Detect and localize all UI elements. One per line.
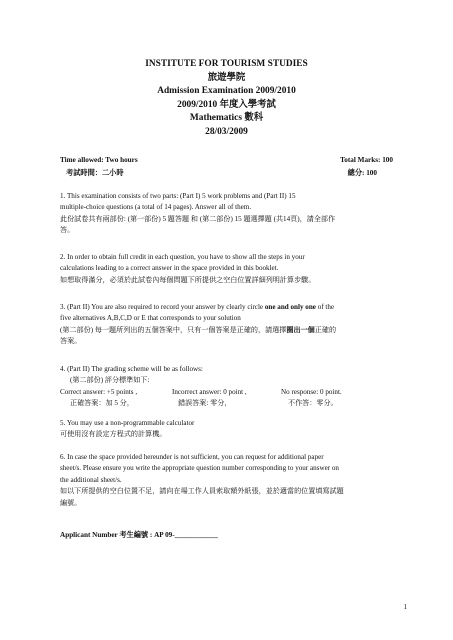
page-number: 1 (403, 603, 407, 611)
instruction-5-line: 可使用沒有設定方程式的計算機。 (60, 430, 167, 439)
total-marks: Total Marks: 100 (340, 156, 393, 164)
grading-incorrect: Incorrect answer: 0 point , (172, 387, 247, 396)
grading-correct: Correct answer: +5 points , (60, 387, 138, 396)
instruction-3-line: 答案。 (60, 337, 82, 346)
instruction-4-line: (第二部份) 評分標準如下: (70, 376, 150, 385)
exam-date: 28/03/2009 (205, 126, 248, 137)
emphasis-text: one and only one (264, 303, 316, 311)
instruction-3-line (60, 325, 408, 336)
text-run: 3. (Part II) You are also required to record your answer by clearly circle (60, 303, 265, 311)
instruction-1-line: 1. This examination consists of two parts: (Part I) 5 work problems and (Part II) 15 (60, 192, 296, 200)
instruction-6-line: 編號。 (60, 498, 82, 507)
exam-title: Admission Examination 2009/2010 (157, 86, 296, 97)
grading-incorrect-zh: 錯誤答案: 零分， (178, 399, 232, 408)
instruction-2-line: calculations leading to a correct answer in the space provided in this booklet. (60, 264, 279, 273)
text-run: of the (315, 303, 335, 311)
institute-title: INSTITUTE FOR TOURISM STUDIES (145, 59, 308, 69)
institute-title-zh: 旅遊學院 (207, 72, 246, 83)
instruction-1-line: 此份試卷共有兩部份: (第一部份) 5 題答題 和 (第二部份) 15 題選擇題 (共14頁)，請全部作 (60, 214, 336, 223)
exam-title-zh: 2009/2010 年度入學考試 (177, 99, 276, 110)
total-marks-zh: 總分: 100 (347, 169, 377, 177)
instruction-2-line: 如想取得滿分，必須於此試卷內每個問題下所提供之空白位置詳細列明計算步驟。 (60, 275, 316, 284)
instruction-5-line: 5. You may use a non-programmable calculator (60, 419, 195, 427)
applicant-number-field: Applicant Number 考生編號 : AP 09-____________ (60, 531, 218, 539)
grading-no-response-zh: 不作答：零分。 (288, 399, 338, 408)
instruction-6-line: the additional sheet/s. (60, 475, 122, 484)
grading-row-en (60, 387, 408, 398)
grading-row-zh (60, 398, 408, 409)
instruction-6-line: sheet/s. Please ensure you write the appropriate question number corresponding to your answer on (60, 464, 339, 473)
instruction-3-line: five alternatives A,B,C,D or E that corresponds to your solution (60, 314, 241, 323)
instruction-3 (60, 302, 408, 348)
grading-correct-zh: 正確答案：加 5 分， (70, 399, 134, 408)
subject-title: Mathematics 數科 (189, 113, 264, 124)
grading-no-response: No response: 0 point. (281, 387, 342, 396)
text-run: (第二部份) 每一題所列出的五個答案中，只有一個答案是正確的，請選擇 (60, 325, 287, 334)
emphasis-text: 圈出一個 (286, 325, 315, 334)
instruction-1-line: multiple-choice questions (a total of 14 pages). Answer all of them. (60, 203, 252, 212)
instruction-1-line: 答。 (60, 226, 75, 235)
instruction-1 (60, 191, 408, 237)
time-allowed-zh: 考試時間：二小時 (66, 169, 124, 177)
instruction-6-line: 如以下所提供的空白位置不足，請向在場工作人員索取額外紙張，並於適當的位置填寫試題 (60, 487, 344, 496)
instruction-3-line (60, 302, 408, 313)
instruction-2-line: 2. In order to obtain full credit in each question, you have to show all the steps in your (60, 253, 305, 261)
instruction-5 (60, 418, 408, 441)
instruction-4-line: 4. (Part II) The grading scheme will be as follows: (60, 365, 203, 373)
time-allowed: Time allowed: Two hours (60, 156, 138, 164)
text-run: 正確的 (314, 325, 337, 334)
exam-header (0, 58, 453, 140)
instruction-2 (60, 252, 408, 286)
instruction-6-line: 6. In case the space provided hereunder is not sufficient, you can request for additional paper (60, 453, 324, 461)
instruction-4 (60, 364, 408, 410)
instruction-6 (60, 452, 408, 509)
